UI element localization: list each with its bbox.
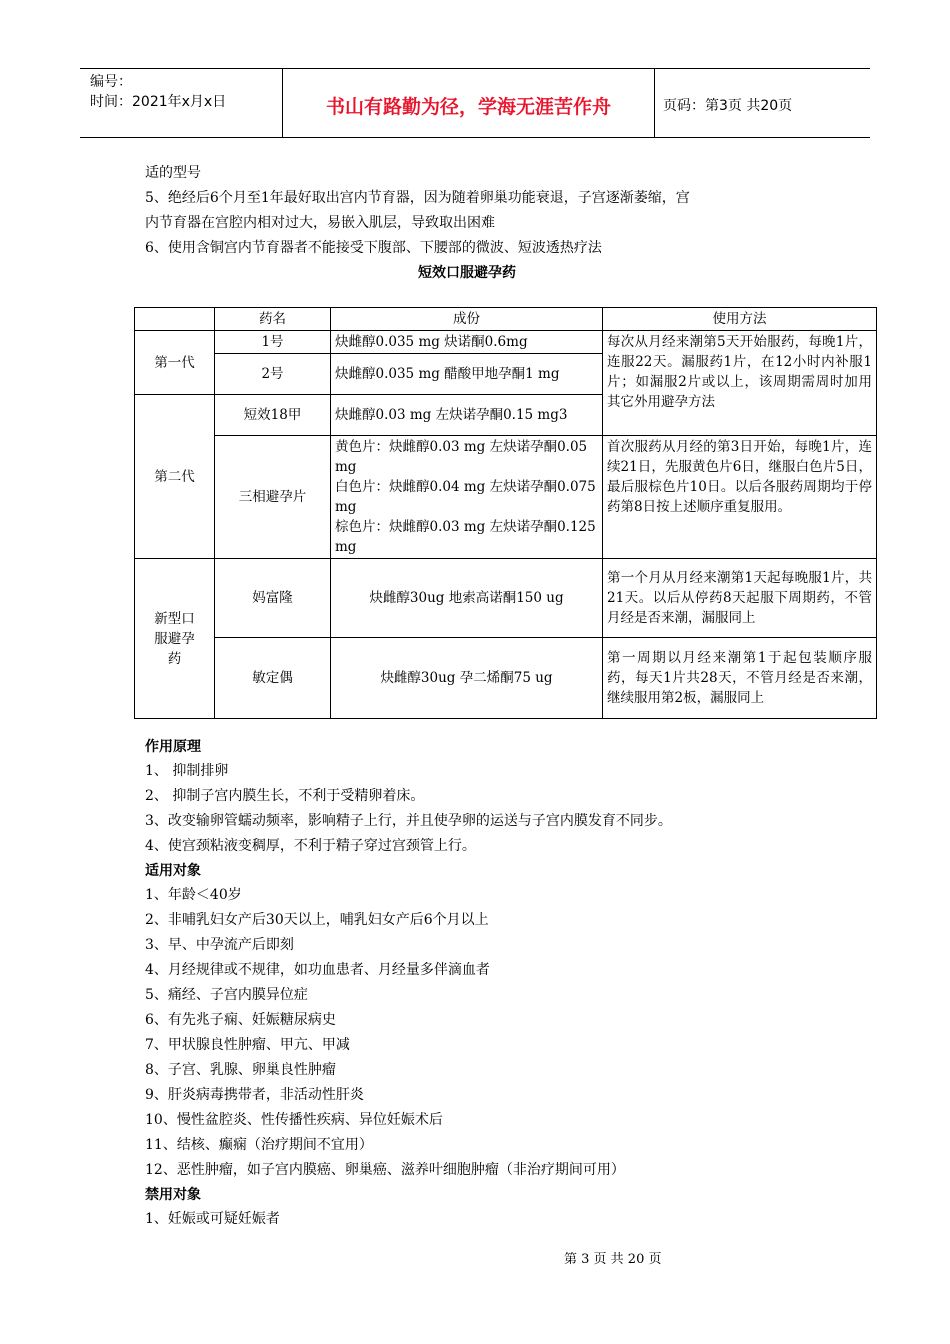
list-item: 3、早、中孕流产后即刻: [145, 937, 294, 953]
composition-cell: 炔雌醇0.03 mg 左炔诺孕酮0.15 mg3: [331, 395, 603, 436]
list-item: 4、月经规律或不规律，如功血患者、月经量多伴滴血者: [145, 962, 490, 978]
header-motto: 书山有路勤为径，学海无涯苦作舟: [283, 69, 655, 137]
list-item: 2、 抑制子宫内膜生长，不利于受精卵着床。: [145, 788, 425, 804]
header-page-info: 页码：第3页 共20页: [663, 98, 793, 114]
list-item: 12、恶性肿瘤，如子宫内膜癌、卵巢癌、滋养叶细胞肿瘤（非治疗期间可用）: [145, 1162, 625, 1178]
section-heading-mechanism: 作用原理: [145, 739, 201, 755]
doc-date-label: 时间：2021年x月x日: [90, 94, 227, 110]
table-row: [135, 436, 877, 559]
drug-name-cell: 三相避孕片: [215, 436, 331, 559]
composition-line: 棕色片：炔雌醇0.03 mg 左炔诺孕酮0.125 mg: [335, 519, 596, 555]
drug-name-cell: 敏定偶: [215, 638, 331, 719]
composition-cell: 炔雌醇0.035 mg 炔诺酮0.6mg: [331, 331, 603, 354]
list-item: 1、 抑制排卵: [145, 763, 229, 779]
usage-cell: 第一个月从月经来潮第1天起每晚服1片，共21天。以后从停药8天起服下周期药，不管月经是否来潮，漏服同上: [603, 559, 877, 638]
usage-cell: 第一周期以月经来潮第1于起包装顺序服药，每天1片共28天，不管月经是否来潮，继续服用第2板，漏服同上: [603, 638, 877, 719]
header-cell: 药名: [215, 308, 331, 331]
composition-cell: 炔雌醇30ug 孕二烯酮75 ug: [331, 638, 603, 719]
table-row: [135, 559, 877, 638]
composition-cell: 炔雌醇30ug 地索高诺酮150 ug: [331, 559, 603, 638]
list-item: 2、非哺乳妇女产后30天以上，哺乳妇女产后6个月以上: [145, 912, 489, 928]
composition-cell: 炔雌醇0.035 mg 醋酸甲地孕酮1 mg: [331, 354, 603, 395]
table-row: [135, 638, 877, 719]
contraceptive-table: [134, 307, 877, 719]
drug-name-cell: 妈富隆: [215, 559, 331, 638]
intro-line: 5、绝经后6个月至1年最好取出宫内节育器，因为随着卵巢功能衰退，子宫逐渐萎缩，宫: [145, 190, 690, 206]
generation-cell: 第一代: [135, 331, 215, 395]
drug-name-cell: 1号: [215, 331, 331, 354]
list-item: 3、改变输卵管蠕动频率，影响精子上行，并且使孕卵的运送与子宫内膜发育不同步。: [145, 813, 672, 829]
drug-name-cell: 2号: [215, 354, 331, 395]
table-title: 短效口服避孕药: [418, 265, 516, 281]
page-header: [80, 68, 870, 138]
table-header-row: [135, 308, 877, 331]
header-blank-cell: [135, 308, 215, 331]
list-item: 5、痛经、子宫内膜异位症: [145, 987, 308, 1003]
list-item: 1、年龄＜40岁: [145, 887, 242, 903]
intro-line: 适的型号: [145, 165, 201, 181]
list-item: 4、使宫颈粘液变稠厚，不利于精子穿过宫颈管上行。: [145, 838, 476, 854]
list-item: 11、结核、癫痫（治疗期间不宜用）: [145, 1137, 373, 1153]
section-heading-suitable: 适用对象: [145, 863, 201, 879]
list-item: 10、慢性盆腔炎、性传播性疾病、异位妊娠术后: [145, 1112, 443, 1128]
table-row: [135, 331, 877, 354]
header-cell: 成份: [331, 308, 603, 331]
list-item: 7、甲状腺良性肿瘤、甲亢、甲减: [145, 1037, 350, 1053]
header-left: [80, 69, 283, 137]
intro-line: 6、使用含铜宫内节育器者不能接受下腹部、下腰部的微波、短波透热疗法: [145, 240, 602, 256]
list-item: 8、子宫、乳腺、卵巢良性肿瘤: [145, 1062, 336, 1078]
list-item: 9、肝炎病毒携带者，非活动性肝炎: [145, 1087, 364, 1103]
page-footer: 第 3 页 共 20 页: [564, 1252, 662, 1267]
doc-number-label: 编号：: [90, 74, 132, 90]
composition-cell: [331, 436, 603, 559]
list-item: 6、有先兆子痫、妊娠糖尿病史: [145, 1012, 336, 1028]
list-item: 1、妊娠或可疑妊娠者: [145, 1211, 280, 1227]
usage-cell: 首次服药从月经的第3日开始，每晚1片，连续21日，先服黄色片6日，继服白色片5日，最后服棕色片10日。以后各服药周期均于停药第8日按上述顺序重复服用。: [603, 436, 877, 559]
drug-name-cell: 短效18甲: [215, 395, 331, 436]
generation-cell: 第二代: [135, 395, 215, 559]
intro-line: 内节育器在宫腔内相对过大，易嵌入肌层，导致取出困难: [145, 215, 495, 231]
usage-cell: 每次从月经来潮第5天开始服药，每晚1片，连服22天。漏服药1片，在12小时内补服1片；如漏服2片或以上，该周期需周时加用其它外用避孕方法: [603, 331, 877, 436]
section-heading-contra: 禁用对象: [145, 1187, 201, 1203]
generation-cell: 新型口服避孕药: [135, 559, 215, 719]
composition-line: 黄色片：炔雌醇0.03 mg 左炔诺孕酮0.05 mg: [335, 439, 588, 475]
composition-line: 白色片：炔雌醇0.04 mg 左炔诺孕酮0.075 mg: [335, 479, 596, 515]
header-cell: 使用方法: [603, 308, 877, 331]
